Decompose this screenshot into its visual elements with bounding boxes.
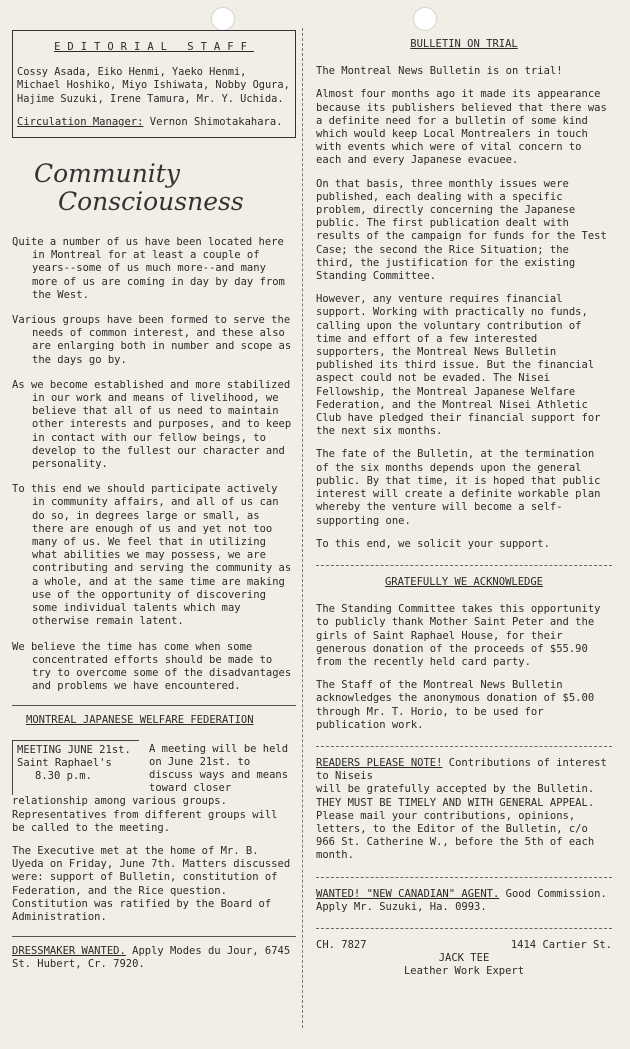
community-paragraph: Various groups have been formed to serve the needs of common interest, and these also are enlarging both in number and scope as the days go by. xyxy=(12,314,292,366)
editorial-staff-names: Cossy Asada, Eiko Henmi, Yaeko Henmi, Michael Hoshiko, Miyo Ishiwata, Nobby Ogura, Hajime Suzuki, Irene Tamura, Mr. Y. Uchida. xyxy=(17,66,290,105)
column-divider xyxy=(302,28,304,1028)
bulletin-paragraph: The Montreal News Bulletin is on trial! xyxy=(316,65,563,78)
readers-note xyxy=(316,757,612,783)
meeting-time: 8.30 p.m. xyxy=(35,769,92,782)
bulletin-paragraph: Almost four months ago it made its appearance because its publishers believed that there was a definite need for a bulletin of some kind which would keep Local Montrealers in touch with events which were of vital concern to each and every Japanese evacuee. xyxy=(316,88,607,167)
section-rule xyxy=(12,936,296,937)
community-paragraph: As we become established and more stabilized in our work and means of livelihood, we believe that all of us need to maintain other interests and purposes, and to keep in contact with our fellow beings, to develop to the fullest our character and personality. xyxy=(12,378,292,471)
bulletin-paragraph: The fate of the Bulletin, at the termination of the six months depends upon the general public. By that time, it is hoped that public interest will create a definite workable plan whereby the venture will become a self-supporting one. xyxy=(316,448,601,527)
community-paragraph: Quite a number of us have been located here in Montreal for at least a couple of years--some of us much more--and many more of us are coming in day by day from the West. xyxy=(12,236,285,301)
section-rule xyxy=(316,565,612,566)
community-paragraph: We believe the time has come when some concentrated efforts should be made to try to overcome some of the disadvantages and problems we have encountered. xyxy=(12,640,292,693)
punch-hole-left xyxy=(211,7,235,31)
section-rule xyxy=(316,746,612,747)
dressmaker-label: DRESSMAKER WANTED. xyxy=(12,945,126,958)
leather-ad xyxy=(316,939,612,979)
wanted-text: Good Commission. Apply Mr. Suzuki, Ha. 0993. xyxy=(316,887,607,913)
meeting-text-continued: relationship among various groups. Representatives from different groups will be called to the meeting. xyxy=(12,795,278,834)
wanted-ad xyxy=(316,888,612,914)
readers-text2: will be gratefully accepted by the Bulletin. THEY MUST BE TIMELY AND WITH GENERAL APPEAL. Please mail your contributions, opinions, letters, to the Editor of the Bulletin, c/o 966 St. Catherine W., before the 5th of each month. xyxy=(316,783,595,862)
bulletin-paragraph: To this end, we solicit your support. xyxy=(316,537,550,550)
left-column xyxy=(12,30,296,982)
community-title-line1: Community xyxy=(34,159,180,189)
readers-text1: Contributions of interest to Niseis xyxy=(316,756,607,783)
meeting-box xyxy=(12,740,139,796)
right-column xyxy=(316,38,612,979)
section-rule xyxy=(12,705,296,706)
circulation-name: Vernon Shimotakahara. xyxy=(149,115,283,128)
community-paragraph: To this end we should participate actively in community affairs, and all of us can do so, in degrees large or small, as there are enough of us and yet not too many of us. We feel that in utilizing what abilities we may possess, we are contributing and serving the community as a whole, and at the same time are making use of the opportunity of discovering some individual talents which may otherwise remain latent. xyxy=(12,483,292,628)
welfare-title: MONTREAL JAPANESE WELFARE FEDERATION xyxy=(26,714,254,727)
meeting-notice xyxy=(12,740,296,796)
acknowledge-paragraph: The Staff of the Montreal News Bulletin acknowledges the anonymous donation of $5.00 through Mr. T. Horio, to be used for publication work. xyxy=(316,679,595,731)
leather-ad-trade: Leather Work Expert xyxy=(403,965,525,978)
acknowledge-title: GRATEFULLY WE ACKNOWLEDGE xyxy=(384,575,544,588)
bulletin-title: BULLETIN ON TRIAL xyxy=(410,38,518,50)
circulation-label: Circulation Manager: xyxy=(17,115,144,128)
leather-ad-address: 1414 Cartier St. xyxy=(510,938,612,951)
leather-ad-top xyxy=(316,939,612,952)
dressmaker-text: Apply Modes du Jour, 6745 St. Hubert, Cr. 7920. xyxy=(12,945,291,971)
wanted-label: WANTED! "NEW CANADIAN" AGENT. xyxy=(316,887,500,900)
dressmaker-ad xyxy=(12,945,296,971)
community-title xyxy=(34,160,296,216)
meeting-place: Saint Raphael's xyxy=(17,756,112,769)
punch-hole-right xyxy=(413,7,437,31)
editorial-staff-box xyxy=(12,30,296,138)
editorial-staff-title: EDITORIAL STAFF xyxy=(54,41,254,53)
executive-note: The Executive met at the home of Mr. B. Uyeda on Friday, June 7th. Matters discussed were: support of Bulletin, constitution of Federation, and the Rice question. Constitution was ratified by the Board of Administration. xyxy=(12,844,291,923)
meeting-label: MEETING JUNE 21st. xyxy=(17,743,131,756)
leather-ad-name: JACK TEE xyxy=(438,952,490,965)
circulation-manager xyxy=(17,116,291,129)
meeting-text: A meeting will be held on June 21st. to discuss ways and means toward closer xyxy=(149,742,289,795)
readers-label: READERS PLEASE NOTE! xyxy=(316,756,443,769)
leather-ad-phone: CH. 7827 xyxy=(316,938,367,951)
bulletin-paragraph: On that basis, three monthly issues were published, each dealing with a specific problem, directly concerning the Japanese public. The first publication dealt with results of the campaign for funds for the Test Case; the second the Rice Situation; the third, the justification for the existing Standing Committee. xyxy=(316,177,607,283)
bulletin-paragraph: However, any venture requires financial support. Working with practically no funds, calling upon the voluntary contribution of time and effort of a few interested supporters, the Montreal News Bulletin published its third issue. But the financial aspect could not be evaded. The Nisei Fellowship, the Montreal Japanese Welfare Federation, and the Montreal Nisei Athletic Club have pledged their financial support for the next six months. xyxy=(316,293,601,438)
community-title-line2: Consciousness xyxy=(58,187,244,217)
section-rule xyxy=(316,877,612,878)
section-rule xyxy=(316,928,612,929)
acknowledge-paragraph: The Standing Committee takes this opportunity to publicly thank Mother Saint Peter and the girls of Saint Raphael House, for their generous donation of the proceeds of $55.90 from the recently held card party. xyxy=(316,603,601,668)
